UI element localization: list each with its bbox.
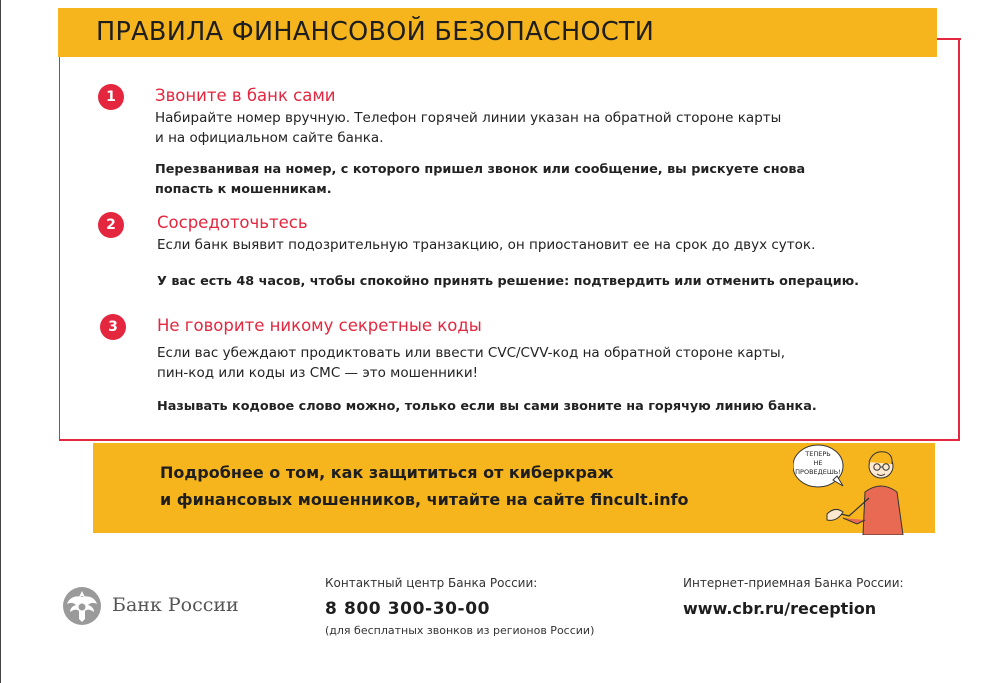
rule-heading-3: Не говорите никому секретные коды xyxy=(157,316,482,335)
rule-text-line: Если банк выявит подозрительную транзакцию, он приостановит ее на срок до двух суток. xyxy=(157,237,816,253)
rule-text-2 xyxy=(157,235,815,255)
rule-bold-line: Перезванивая на номер, с которого пришел звонок или сообщение, вы рискуете снова xyxy=(155,162,806,177)
rules-frame-top xyxy=(937,38,961,40)
rule-text-3 xyxy=(157,343,785,383)
info-banner-text xyxy=(160,459,689,513)
rule-number-3: 3 xyxy=(100,314,126,340)
rule-text-line: Набирайте номер вручную. Телефон горячей линии указан на обратной стороне карты xyxy=(155,110,782,126)
rule-text-line: и на официальном сайте банка. xyxy=(155,130,384,146)
rule-bold-3 xyxy=(157,397,817,417)
rule-number-1: 1 xyxy=(98,84,124,110)
rule-text-line: Если вас убеждают продиктовать или ввести CVC/CVV-код на обратной стороне карты, xyxy=(157,345,786,361)
rule-bold-line: попасть к мошенникам. xyxy=(155,182,332,197)
rule-heading-1: Звоните в банк сами xyxy=(155,86,336,105)
rule-bold-line: Называть кодовое слово можно, только если вы сами звоните на горячую линию банка. xyxy=(157,399,817,414)
rule-bold-1 xyxy=(155,160,805,200)
page-title: ПРАВИЛА ФИНАНСОВОЙ БЕЗОПАСНОСТИ xyxy=(96,17,655,47)
left-border xyxy=(0,0,1,683)
contact-phone[interactable]: 8 800 300-30-00 xyxy=(325,599,491,619)
rule-number-2: 2 xyxy=(98,212,124,238)
reception-link[interactable]: www.cbr.ru/reception xyxy=(683,599,877,618)
character-body xyxy=(863,486,903,535)
character-hands xyxy=(827,509,843,520)
rule-bold-2 xyxy=(157,272,859,292)
phone-note: (для бесплатных звонков из регионов России) xyxy=(325,624,595,637)
bubble-line: ПРОВЕДЕШЬ! xyxy=(795,468,841,476)
rule-bold-line: У вас есть 48 часов, чтобы спокойно принять решение: подтвердить или отменить операцию. xyxy=(157,274,859,289)
rule-heading-2: Сосредоточьтесь xyxy=(157,213,308,232)
reception-label: Интернет-приемная Банка России: xyxy=(683,576,904,590)
rule-text-1 xyxy=(155,108,781,148)
rule-text-line: пин-код или коды из СМС — это мошенники! xyxy=(157,365,479,381)
character-illustration xyxy=(793,440,913,535)
bank-name: Банк России xyxy=(112,594,239,616)
title-bar xyxy=(58,8,937,57)
info-banner-line: и финансовых мошенников, читайте на сайте fincult.info xyxy=(160,490,689,509)
info-banner-line: Подробнее о том, как защититься от киберкраж xyxy=(160,463,614,482)
bubble-line: ТЕПЕРЬ xyxy=(805,450,831,458)
contact-center-label: Контактный центр Банка России: xyxy=(325,576,538,590)
bank-eagle-icon xyxy=(62,585,102,627)
bubble-line: НЕ xyxy=(813,459,823,467)
